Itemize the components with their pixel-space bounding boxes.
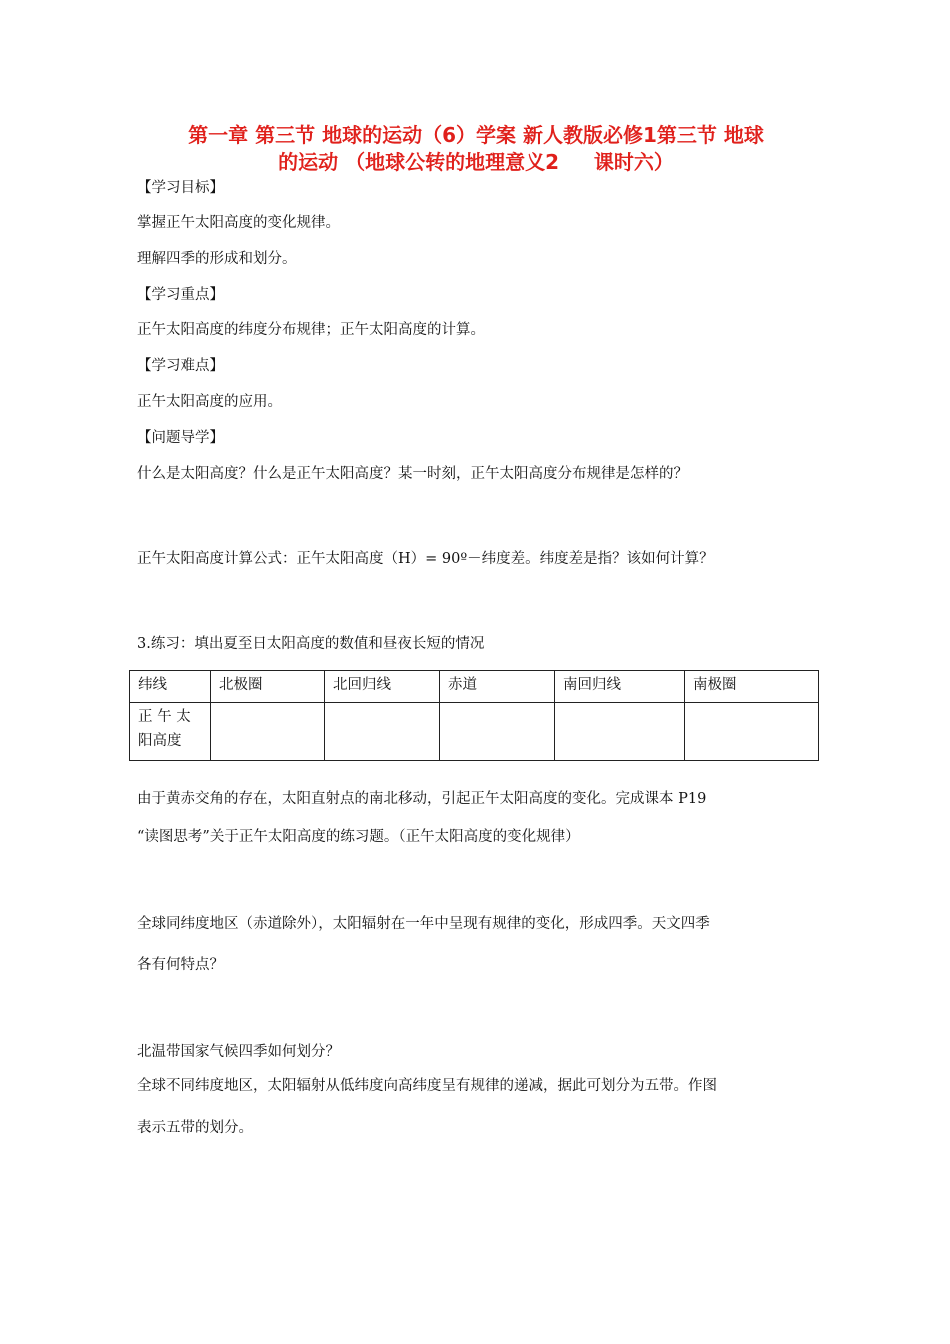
header-tropic-cancer: 北回归线 — [325, 671, 440, 703]
title-line-1: 第一章 第三节 地球的运动（6）学案 新人教版必修1第三节 地球 — [188, 123, 764, 147]
keypoints-heading: 【学习重点】 — [137, 287, 224, 303]
document-title — [120, 122, 832, 176]
difficulty-heading: 【学习难点】 — [137, 358, 224, 374]
objectives-heading: 【学习目标】 — [137, 180, 224, 196]
header-arctic-circle: 北极圈 — [211, 671, 325, 703]
blank-cell[interactable] — [555, 703, 685, 761]
question-3: 3.练习：填出夏至日太阳高度的数值和昼夜长短的情况 — [137, 636, 485, 652]
blank-cell[interactable] — [325, 703, 440, 761]
table-row-noon-sun-height — [130, 703, 819, 761]
blank-cell[interactable] — [211, 703, 325, 761]
table-header-row — [130, 671, 819, 703]
header-antarctic-circle: 南极圈 — [685, 671, 819, 703]
summer-solstice-table — [129, 670, 819, 761]
difficulty-text: 正午太阳高度的应用。 — [137, 394, 282, 410]
question-4-line-2: “读图思考”关于正午太阳高度的练习题。（正午太阳高度的变化规律） — [137, 829, 580, 845]
question-4-line-1: 由于黄赤交角的存在，太阳直射点的南北移动，引起正午太阳高度的变化。完成课本 P19 — [137, 791, 707, 807]
question-5-line-1: 全球同纬度地区（赤道除外），太阳辐射在一年中呈现有规律的变化，形成四季。天文四季 — [137, 916, 710, 932]
row-label-noon-sun-height: 正 午 太 阳高度 — [130, 703, 211, 761]
header-equator: 赤道 — [440, 671, 555, 703]
guide-heading: 【问题导学】 — [137, 430, 224, 446]
blank-cell[interactable] — [685, 703, 819, 761]
title-line-2: 的运动 （地球公转的地理意义2 课时六） — [278, 150, 674, 174]
blank-cell[interactable] — [440, 703, 555, 761]
keypoints-text: 正午太阳高度的纬度分布规律；正午太阳高度的计算。 — [137, 322, 485, 338]
objective-1: 掌握正午太阳高度的变化规律。 — [137, 215, 340, 231]
header-tropic-capricorn: 南回归线 — [555, 671, 685, 703]
question-6: 北温带国家气候四季如何划分？ — [137, 1044, 340, 1060]
question-2: 正午太阳高度计算公式：正午太阳高度（H）= 90º－纬度差。纬度差是指？该如何计算？ — [137, 551, 714, 567]
question-1: 什么是太阳高度？什么是正午太阳高度？某一时刻，正午太阳高度分布规律是怎样的？ — [137, 466, 688, 482]
question-7-line-1: 全球不同纬度地区，太阳辐射从低纬度向高纬度呈有规律的递减，据此可划分为五带。作图 — [137, 1078, 717, 1094]
header-latitude: 纬线 — [130, 671, 211, 703]
objective-2: 理解四季的形成和划分。 — [137, 251, 297, 267]
question-5-line-2: 各有何特点？ — [137, 957, 224, 973]
question-7-line-2: 表示五带的划分。 — [137, 1120, 253, 1136]
